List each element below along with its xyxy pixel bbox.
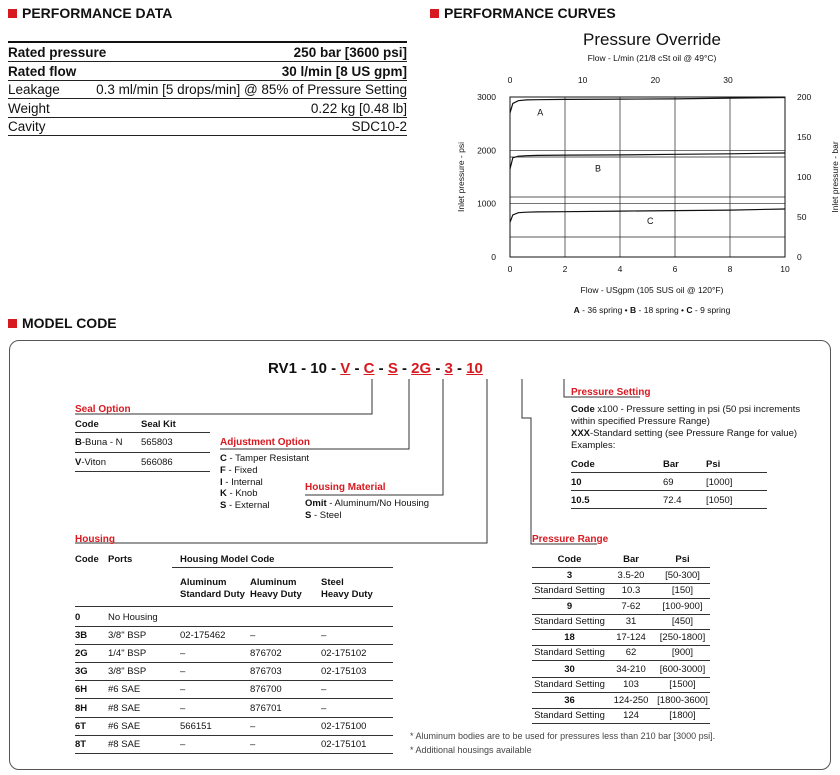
performance-data-row	[8, 100, 407, 118]
housing-st-hd: 02-175100	[321, 720, 367, 732]
right-tick-label: 150	[797, 132, 812, 142]
legend-text-c: - 9 spring	[692, 305, 731, 315]
bottom-tick-label: 0	[507, 264, 513, 274]
seal-kit-b: 565803	[141, 437, 173, 448]
housing-st-hd: 02-175101	[321, 738, 367, 750]
housing-header-model: Housing Model Code	[180, 554, 275, 565]
pressure-setting-line1: Code x100 - Pressure setting in psi (50 psi increments	[571, 404, 801, 415]
housing-sub-al-std-2: Standard Duty	[180, 589, 245, 600]
pr-std-bar: 124	[623, 709, 639, 721]
right-axis-ticks	[797, 92, 811, 262]
performance-curves-heading: PERFORMANCE CURVES	[430, 5, 616, 21]
pr-std-label: Standard Setting	[534, 709, 605, 721]
note-additional: * Additional housings available	[410, 745, 532, 755]
row-label: Leakage	[8, 82, 60, 97]
bottom-axis-label: Flow - USgpm (105 SUS oil @ 120°F)	[580, 285, 724, 295]
left-axis-label: Inlet pressure - psi	[456, 142, 466, 212]
series-line-b	[510, 153, 785, 169]
ps-row1-psi: [1000]	[706, 477, 733, 488]
top-axis-ticks	[508, 75, 733, 85]
housing-sub-al-hd-2: Heavy Duty	[250, 589, 302, 600]
pressure-setting-title: Pressure Setting	[571, 387, 651, 398]
pr-std-psi: [1500]	[669, 678, 696, 690]
housing-al-hd: –	[250, 720, 256, 732]
housing-al-hd: 876702	[250, 648, 282, 660]
top-tick-label: 20	[650, 75, 661, 85]
housing-al-std: 02-175462	[180, 630, 226, 642]
housing-material-omit: Omit - Aluminum/No Housing	[305, 498, 430, 509]
housing-ports: #6 SAE	[108, 684, 141, 696]
curve-label-b: B	[594, 163, 602, 174]
right-tick-label: 0	[797, 252, 802, 262]
code-pressure-range: 3	[444, 360, 453, 377]
pr-std-psi: [450]	[671, 616, 694, 628]
code-housing-material: S	[387, 360, 398, 377]
bottom-tick-label: 2	[562, 264, 568, 274]
ps-row1-bar: 69	[663, 477, 674, 488]
housing-al-hd: 876703	[250, 666, 282, 678]
pr-std-bar: 62	[625, 647, 637, 659]
housing-material-title: Housing Material	[305, 482, 386, 493]
housing-st-hd: 02-175103	[321, 666, 367, 678]
housing-al-hd: 876701	[250, 702, 282, 714]
ps-header-psi: Psi	[706, 459, 721, 470]
pr-std-bar: 31	[625, 616, 637, 628]
row-label: Rated flow	[8, 63, 77, 79]
row-value: 0.22 kg [0.48 lb]	[310, 100, 407, 116]
performance-data-heading: PERFORMANCE DATA	[8, 5, 172, 21]
housing-header-ports: Ports	[108, 554, 133, 565]
housing-ports: #8 SAE	[108, 702, 141, 714]
row-label: Weight	[8, 100, 50, 116]
bottom-axis-ticks	[508, 264, 790, 274]
top-axis-label: Flow - L/min (21/8 cSt oil @ 49°C)	[587, 53, 717, 63]
housing-al-std: 566151	[180, 720, 212, 732]
legend-text-b: - 18 spring •	[636, 305, 687, 315]
right-tick-label: 200	[797, 92, 812, 102]
spring-legend	[574, 305, 731, 315]
series-line-a	[510, 98, 785, 114]
ps-header-bar: Bar	[663, 459, 679, 470]
housing-code: 0	[75, 612, 81, 623]
ps-row2-psi: [1050]	[706, 495, 733, 506]
seal-row-b: B-Buna - N	[75, 437, 123, 448]
pr-bar: 34-210	[616, 663, 646, 675]
housing-code: 8H	[75, 702, 88, 714]
housing-sub-al-hd-1: Aluminum	[250, 577, 297, 588]
pr-code: 36	[564, 694, 575, 706]
pr-header-bar: Bar	[623, 554, 639, 565]
pressure-setting-line2: within specified Pressure Range)	[571, 416, 710, 427]
pr-header-psi: Psi	[675, 554, 690, 565]
housing-ports: No Housing	[108, 612, 158, 623]
top-tick-label: 10	[577, 75, 588, 85]
pr-bar: 124-250	[613, 694, 649, 706]
housing-code: 8T	[75, 738, 87, 750]
row-label: Cavity	[8, 119, 46, 134]
housing-ports: 3/8" BSP	[108, 666, 147, 678]
pr-bar: 17-124	[616, 632, 646, 644]
chart-grid	[510, 97, 785, 257]
housing-al-hd: –	[250, 738, 256, 750]
housing-al-hd: –	[250, 630, 256, 642]
code-seal: V	[340, 360, 351, 377]
top-tick-label: 30	[723, 75, 733, 85]
housing-al-std: –	[180, 738, 186, 750]
pr-psi: [250-1800]	[659, 632, 706, 644]
bottom-tick-label: 6	[672, 264, 678, 274]
ps-header-code: Code	[571, 459, 595, 470]
pr-code: 9	[566, 601, 573, 613]
ps-row1-code: 10	[571, 477, 582, 488]
housing-ports: 1/4" BSP	[108, 648, 147, 660]
code-housing: 2G	[411, 360, 432, 377]
pressure-range-title: Pressure Range	[532, 534, 609, 545]
left-axis-ticks	[477, 92, 496, 262]
pr-std-psi: [1800]	[669, 709, 696, 721]
pr-header-code: Code	[557, 554, 582, 565]
housing-code: 3G	[75, 666, 88, 678]
housing-st-hd: –	[321, 630, 327, 642]
seal-row-v: V-Viton	[75, 457, 106, 468]
housing-al-std: –	[180, 684, 186, 696]
adjustment-option-item: C - Tamper Resistant	[220, 453, 310, 464]
row-value: 0.3 ml/min [5 drops/min] @ 85% of Pressure Setting	[96, 82, 407, 97]
code-pressure-setting: 10	[466, 360, 483, 377]
pr-std-label: Standard Setting	[534, 678, 605, 690]
performance-data-row	[8, 118, 407, 136]
right-tick-label: 100	[797, 172, 812, 182]
housing-code: 2G	[75, 648, 88, 660]
model-code-heading: MODEL CODE	[8, 315, 117, 331]
housing-sub-al-std-1: Aluminum	[180, 577, 227, 588]
adjustment-option-title: Adjustment Option	[220, 437, 310, 448]
adjustment-option-item: S - External	[220, 500, 270, 512]
right-axis-label: Inlet pressure - bar	[830, 141, 840, 213]
left-tick-label: 0	[491, 252, 496, 262]
pressure-setting-line3: XXX-Standard setting (see Pressure Range for value)	[571, 428, 798, 439]
pr-bar: 3.5-20	[617, 570, 645, 581]
housing-header-code: Code	[75, 554, 99, 565]
housing-ports: 3/8" BSP	[108, 630, 147, 642]
red-square-icon	[8, 319, 17, 328]
pr-std-psi: [150]	[671, 585, 694, 596]
note-aluminum: * Aluminum bodies are to be used for pressures less than 210 bar [3000 psi].	[410, 731, 716, 741]
housing-code: 6H	[75, 684, 88, 696]
legend-key-b: B	[630, 305, 637, 315]
pr-std-label: Standard Setting	[534, 585, 605, 596]
pr-std-psi: [900]	[671, 647, 694, 659]
top-tick-label: 0	[507, 75, 513, 85]
curve-label-c: C	[647, 215, 654, 226]
pr-code: 18	[564, 632, 575, 644]
housing-st-hd: –	[321, 684, 327, 696]
housing-al-std: –	[180, 648, 186, 660]
pr-psi: [600-3000]	[659, 663, 706, 675]
performance-data-row	[8, 63, 407, 81]
left-tick-label: 1000	[477, 198, 496, 209]
bottom-tick-label: 10	[780, 264, 790, 274]
pr-bar: 7-62	[621, 601, 641, 613]
pr-psi: [1800-3600]	[657, 694, 708, 706]
row-value: SDC10-2	[351, 119, 407, 134]
housing-al-std: –	[180, 702, 186, 714]
row-value: 30 l/min [8 US gpm]	[281, 63, 407, 79]
housing-sub-st-hd-2: Heavy Duty	[321, 589, 373, 600]
pressure-override-chart	[430, 25, 840, 320]
ps-row2-code: 10.5	[571, 495, 590, 506]
pressure-setting-line4: Examples:	[571, 440, 616, 451]
performance-data-row	[8, 81, 407, 99]
chart-title: Pressure Override	[583, 30, 721, 49]
row-value: 250 bar [3600 psi]	[293, 45, 407, 60]
performance-data-row	[8, 44, 407, 62]
pr-std-label: Standard Setting	[534, 647, 605, 659]
housing-al-hd: 876700	[250, 684, 282, 696]
seal-kit-v: 566086	[141, 457, 173, 468]
bottom-tick-label: 8	[727, 264, 733, 274]
ps-row2-bar: 72.4	[663, 495, 682, 506]
red-square-icon	[8, 9, 17, 18]
model-code-string: RV1 - 10 - V - C - S - 2G - 3 - 10	[268, 360, 483, 377]
legend-key-c: C	[686, 305, 693, 315]
code-adjustment: C	[363, 360, 375, 377]
housing-ports: #6 SAE	[108, 720, 141, 732]
row-label: Rated pressure	[8, 45, 107, 60]
curve-label-a: A	[537, 107, 544, 118]
bottom-tick-label: 4	[617, 264, 623, 274]
code-prefix: RV1 - 10 -	[268, 360, 341, 377]
right-tick-label: 50	[797, 212, 807, 222]
pr-std-bar: 10.3	[621, 585, 641, 596]
housing-sub-st-hd-1: Steel	[321, 577, 344, 588]
housing-st-hd: –	[321, 702, 327, 714]
adjustment-option-item: I - Internal	[220, 476, 263, 488]
seal-header-code: Code	[75, 419, 99, 430]
curve-labels	[537, 108, 654, 226]
pr-std-bar: 103	[623, 678, 639, 690]
plot-frame	[510, 97, 785, 257]
pr-code: 30	[564, 663, 575, 675]
adjustment-option-item: K - Knob	[220, 488, 258, 500]
housing-material-steel: S - Steel	[305, 510, 342, 521]
pr-psi: [50-300]	[665, 570, 700, 581]
seal-header-kit: Seal Kit	[141, 419, 176, 430]
pr-code: 3	[566, 570, 573, 581]
legend-key-a: A	[573, 305, 580, 315]
left-tick-label: 3000	[477, 92, 496, 102]
housing-ports: #8 SAE	[108, 738, 141, 750]
housing-al-std: –	[180, 666, 186, 678]
legend-text-a: - 36 spring •	[579, 305, 631, 315]
pr-psi: [100-900]	[662, 601, 703, 613]
red-square-icon	[430, 9, 439, 18]
housing-title: Housing	[75, 534, 115, 545]
seal-option-title: Seal Option	[75, 404, 131, 415]
housing-code: 3B	[75, 630, 88, 642]
pr-std-label: Standard Setting	[534, 616, 605, 628]
table-top-rule	[8, 41, 407, 43]
housing-st-hd: 02-175102	[321, 648, 367, 660]
adjustment-option-item: F - Fixed	[220, 464, 258, 476]
housing-code: 6T	[75, 720, 87, 732]
left-tick-label: 2000	[477, 145, 496, 156]
